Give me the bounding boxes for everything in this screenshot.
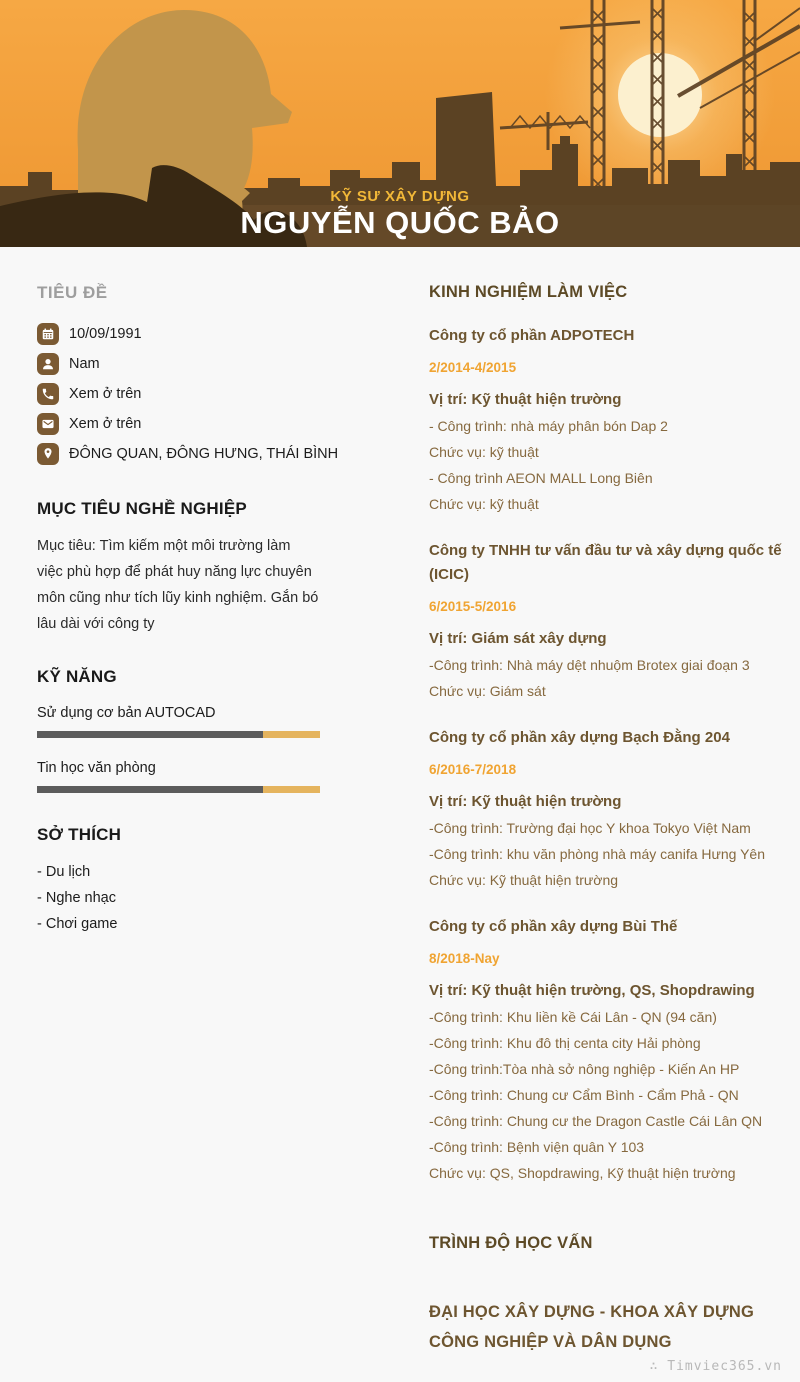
hobbies-section-title: SỞ THÍCH [37,825,122,844]
header-banner [0,0,800,247]
calendar-icon [37,323,59,345]
detail-line: Chức vụ: Kỹ thuật hiện trường [429,872,619,888]
detail-line: -Công trình: Khu liền kề Cái Lân - QN (94 căn) [429,1009,717,1025]
profile-section-title: TIÊU ĐỀ [37,283,108,302]
detail-line: -Công trình: Trường đại học Y khoa Tokyo Việt Nam [429,820,751,836]
detail-line: -Công trình: Bệnh viện quân Y 103 [429,1139,645,1155]
experience-entry [429,915,784,1186]
right-column [429,247,784,1357]
detail-line: -Công trình: Nhà máy dệt nhuộm Brotex giai đoạn 3 [429,657,750,673]
objective-section-title: MỤC TIÊU NGHỀ NGHIỆP [37,499,247,518]
education-school: ĐẠI HỌC XÂY DỰNG - KHOA XÂY DỰNG CÔNG NGHIỆP VÀ DÂN DỤNG [429,1303,754,1351]
gender-value: Nam [69,356,100,372]
skill-bar [37,731,320,738]
detail-line: - Công trình AEON MALL Long Biên [429,470,653,486]
candidate-name: NGUYỄN QUỐC BẢO [240,205,560,240]
cv-body [0,247,800,1382]
company-name: Công ty cổ phần ADPOTECH [429,327,635,344]
skill-item [37,705,320,738]
objective-text: Mục tiêu: Tìm kiếm một môi trường làm việc phù hợp để phát huy năng lực chuyên môn cũng như tích lũy kinh nghiệm. Gắn bó lâu dài với công ty [37,538,319,632]
skill-bar-fill [37,731,263,738]
sun [618,53,702,137]
position: Vị trí: Giám sát xây dựng [429,630,607,647]
hobby-item: - Nghe nhạc [37,890,116,906]
email-icon [37,413,59,435]
detail-list [429,413,784,517]
education-section-title: TRÌNH ĐỘ HỌC VẤN [429,1234,593,1252]
period: 8/2018-Nay [429,951,500,966]
position: Vị trí: Kỹ thuật hiện trường [429,793,622,810]
left-column [37,247,339,937]
company-name: Công ty cổ phần xây dựng Bạch Đằng 204 [429,729,730,746]
detail-line: -Công trình: Chung cư the Dragon Castle Cái Lân QN [429,1113,763,1129]
position: Vị trí: Kỹ thuật hiện trường, QS, Shopdrawing [429,982,755,999]
detail-line: Chức vụ: kỹ thuật [429,444,539,460]
detail-line: - Công trình: nhà máy phân bón Dap 2 [429,418,668,434]
skill-item [37,760,320,793]
period: 6/2015-5/2016 [429,599,517,614]
hobbies-list [37,859,320,937]
skills-section-title: KỸ NĂNG [37,667,117,686]
detail-line: Chức vụ: QS, Shopdrawing, Kỹ thuật hiện trường [429,1165,736,1181]
detail-line: -Công trình: khu văn phòng nhà máy canifa Hưng Yên [429,846,765,862]
experience-entry [429,726,784,893]
skill-label: Sử dụng cơ bản AUTOCAD [37,705,216,721]
email-value: Xem ở trên [69,416,142,432]
contact-list [37,319,339,469]
contact-row-address [37,439,339,469]
detail-line: -Công trình: Khu đô thị centa city Hải phòng [429,1035,701,1051]
position: Vị trí: Kỹ thuật hiện trường [429,391,622,408]
job-title: KỸ SƯ XÂY DỰNG [330,188,470,205]
watermark: ∴ Timviec365.vn [649,1359,782,1374]
experience-section-title: KINH NGHIỆM LÀM VIỆC [429,283,628,301]
company-name: Công ty cổ phần xây dựng Bùi Thế [429,918,678,935]
period: 2/2014-4/2015 [429,360,517,375]
detail-list [429,652,784,704]
user-icon [37,353,59,375]
contact-row-gender [37,349,320,379]
hobby-item: - Chơi game [37,916,118,932]
period: 6/2016-7/2018 [429,762,517,777]
skill-bar-fill [37,786,263,793]
hobby-item: - Du lịch [37,864,91,880]
address-value: ĐÔNG QUAN, ĐÔNG HƯNG, THÁI BÌNH [69,446,339,462]
detail-list [429,1004,784,1186]
detail-line: -Công trình:Tòa nhà sở nông nghiệp - Kiến An HP [429,1061,740,1077]
detail-line: Chức vụ: kỹ thuật [429,496,539,512]
birthday-value: 10/09/1991 [69,326,142,342]
contact-row-email [37,409,320,439]
phone-icon [37,383,59,405]
experience-entry [429,539,784,704]
detail-list [429,815,784,893]
phone-value: Xem ở trên [69,386,142,402]
skill-label: Tin học văn phòng [37,760,156,776]
location-icon [37,443,59,465]
contact-row-phone [37,379,320,409]
company-name: Công ty TNHH tư vấn đầu tư và xây dựng quốc tế (ICIC) [429,542,782,583]
skill-bar [37,786,320,793]
experience-entry [429,324,784,517]
contact-row-birthday [37,319,320,349]
detail-line: Chức vụ: Giám sát [429,683,546,699]
detail-line: -Công trình: Chung cư Cẩm Bình - Cẩm Phả - QN [429,1087,739,1103]
